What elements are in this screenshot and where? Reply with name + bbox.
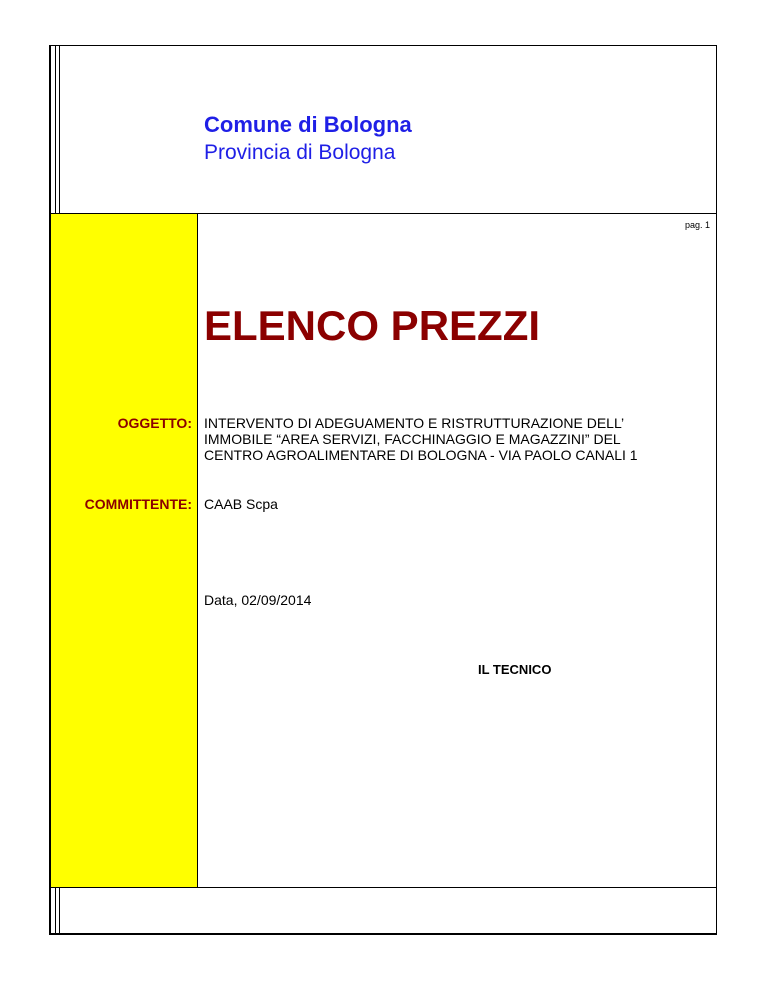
- oggetto-line: CENTRO AGROALIMENTARE DI BOLOGNA - VIA PAOLO CANALI 1: [204, 447, 638, 463]
- footer-divider: [49, 887, 717, 888]
- document-title: ELENCO PREZZI: [204, 302, 541, 349]
- frame-rule: [55, 45, 56, 213]
- frame-rule: [59, 887, 60, 935]
- tecnico-signature-label: IL TECNICO: [478, 662, 552, 677]
- frame-rule: [59, 45, 60, 213]
- frame-rule: [55, 887, 56, 935]
- page-number: pag. 1: [684, 220, 710, 230]
- document-date: Data, 02/09/2014: [204, 592, 312, 608]
- yellow-sidebar: [51, 214, 198, 887]
- oggetto-label: OGGETTO:: [117, 415, 192, 431]
- oggetto-line: INTERVENTO DI ADEGUAMENTO E RISTRUTTURAZIONE DELL’: [204, 415, 625, 431]
- oggetto-text: [204, 415, 704, 463]
- committente-value: CAAB Scpa: [204, 496, 278, 512]
- oggetto-line: IMMOBILE “AREA SERVIZI, FACCHINAGGIO E MAGAZZINI” DEL: [204, 431, 621, 447]
- provincia-subtitle: Provincia di Bologna: [204, 141, 396, 164]
- committente-label: COMMITTENTE:: [84, 496, 192, 512]
- comune-title: Comune di Bologna: [204, 112, 412, 137]
